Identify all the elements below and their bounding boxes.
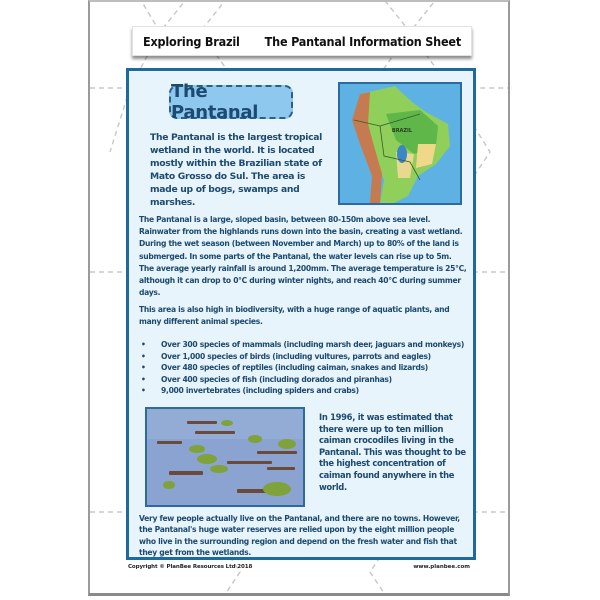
bullet-icon: • <box>141 340 146 349</box>
page-title: The Pantanal <box>169 85 293 119</box>
bullet-icon: • <box>141 374 146 384</box>
header-left-title: Exploring Brazil <box>143 33 240 49</box>
header-right-title: The Pantanal Information Sheet <box>264 33 461 49</box>
caiman-paragraph: In 1996, it was estimated that there were up to ten million caiman crocodiles living in the Pantanal. This was thought to be the highest concentration of caiman found anywhere in the world. <box>319 412 466 492</box>
biodiversity-paragraph: This area is also high in biodiversity, with a huge range of aquatic plants, and many different animal species. <box>139 305 450 327</box>
list-item: • Over 400 species of fish (including dorados and piranhas) <box>141 374 392 384</box>
list-item: • Over 480 species of reptiles (including caiman, snakes and lizards) <box>141 363 428 373</box>
list-item: • 9,000 invertebrates (including spiders and crabs) <box>141 386 359 396</box>
species-list <box>139 339 469 397</box>
population-paragraph: Very few people actually live on the Pantanal, and there are no towns. However, the Pantanal's huge water reserves are relied upon by the eight million people who live in the surrounding region and depend on the fresh water and fish that they get from the wetlands. <box>139 514 460 558</box>
info-sheet-page <box>88 0 510 596</box>
header-bar <box>132 26 472 56</box>
caiman-wetland-photo-icon <box>145 407 305 507</box>
south-america-map-icon <box>338 82 462 205</box>
list-item: • Over 1,000 species of birds (including vultures, parrots and eagles) <box>141 351 431 361</box>
website-link[interactable]: www.planbee.com <box>413 564 470 570</box>
geography-paragraph: The Pantanal is a large, sloped basin, between 80-150m above sea level. Rainwater from the highlands runs down into the basin, creating a vast wetland. During the wet season (between November and March) up to 80% of the land is submerged. In some parts of the Pantanal, the water levels can rise up to 5m. The average yearly rainfall is around 1,200mm. The average temperature is 25°C, although it can drop to 0°C during winter nights, and reach 40°C during summer days. <box>139 215 467 298</box>
intro-paragraph: The Pantanal is the largest tropical wetland in the world. It is located mostly within the Brazilian state of Mato Grosso do Sul. The area is made up of bogs, swamps and marshes. <box>150 132 323 208</box>
content-box <box>126 68 476 560</box>
copyright-text: Copyright © PlanBee Resources Ltd 2018 <box>128 564 253 570</box>
list-item: • Over 300 species of mammals (including marsh deer, jaguars and monkeys) <box>141 340 465 349</box>
bullet-icon: • <box>141 386 146 396</box>
bullet-icon: • <box>141 363 146 373</box>
svg-text:BRAZIL: BRAZIL <box>391 128 413 134</box>
bullet-icon: • <box>141 351 146 361</box>
